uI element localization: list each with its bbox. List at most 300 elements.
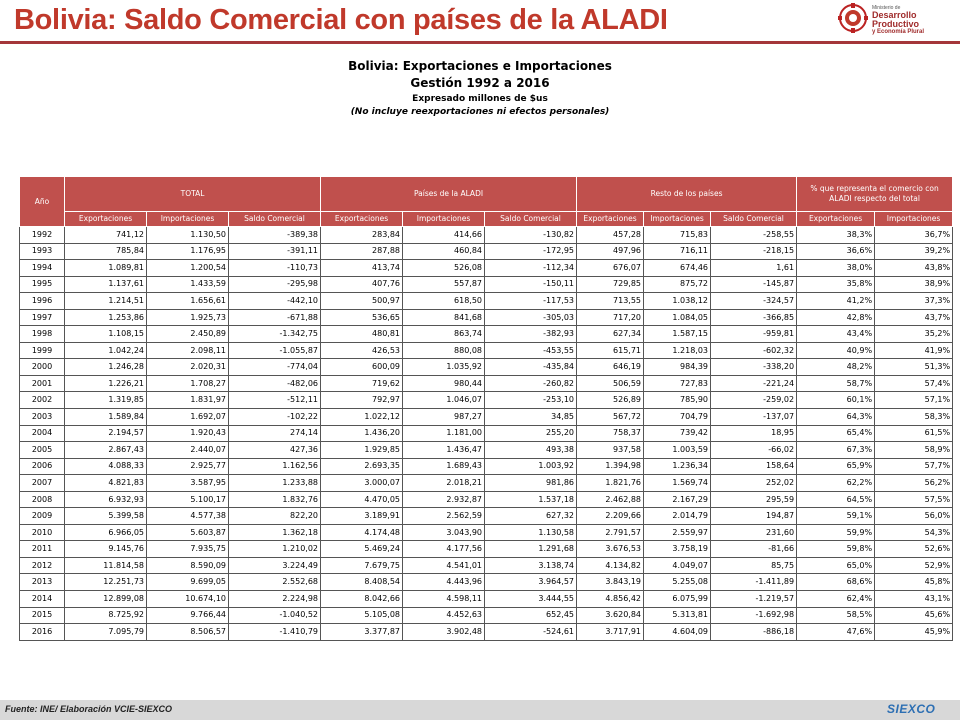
value-cell: 1.108,15 [65,326,147,343]
value-cell: 3.138,74 [485,557,577,574]
value-cell: 2.562,59 [403,508,485,525]
value-cell: 18,95 [711,425,797,442]
table-row [20,442,953,459]
slide-title: Bolivia: Saldo Comercial con países de la ALADI [14,4,668,36]
value-cell: 8.590,09 [147,557,229,574]
value-cell: 739,42 [644,425,711,442]
value-cell: 1.920,43 [147,425,229,442]
table-row [20,359,953,376]
value-cell: 426,53 [321,342,403,359]
value-cell: 56,2% [875,475,953,492]
value-cell: 1.089,81 [65,260,147,277]
footer-source: Fuente: INE/ Elaboración VCIE-SIEXCO [5,704,173,714]
value-cell: -102,22 [229,409,321,426]
value-cell: 713,55 [577,293,644,310]
value-cell: 1.130,50 [147,227,229,244]
group-header-rest: Resto de los países [577,177,797,212]
value-cell: 1.569,74 [644,475,711,492]
table-row [20,607,953,624]
group-header-aladi: Países de la ALADI [321,177,577,212]
value-cell: 1.832,76 [229,491,321,508]
value-cell: 252,02 [711,475,797,492]
value-cell: 1.003,92 [485,458,577,475]
value-cell: 4.174,48 [321,524,403,541]
value-cell: 45,6% [875,607,953,624]
value-cell: 12.251,73 [65,574,147,591]
value-cell: 717,20 [577,309,644,326]
value-cell: 158,64 [711,458,797,475]
value-cell: 704,79 [644,409,711,426]
value-cell: 460,84 [403,243,485,260]
value-cell: 2.020,31 [147,359,229,376]
sub-header: Exportaciones [65,212,147,227]
value-cell: 58,3% [875,409,953,426]
year-cell: 2001 [20,375,65,392]
sub-header: Saldo Comercial [229,212,321,227]
value-cell: 875,72 [644,276,711,293]
value-cell: -1.410,79 [229,624,321,641]
value-cell: 500,97 [321,293,403,310]
value-cell: 3.843,19 [577,574,644,591]
value-cell: 567,72 [577,409,644,426]
value-cell: -1.411,89 [711,574,797,591]
value-cell: -218,15 [711,243,797,260]
value-cell: 41,9% [875,342,953,359]
value-cell: 3.224,49 [229,557,321,574]
value-cell: 719,62 [321,375,403,392]
value-cell: -1.219,57 [711,591,797,608]
value-cell: 2.440,07 [147,442,229,459]
year-cell: 1995 [20,276,65,293]
value-cell: 11.814,58 [65,557,147,574]
value-cell: 741,12 [65,227,147,244]
value-cell: 987,27 [403,409,485,426]
ministry-emblem-icon [838,2,868,36]
value-cell: 1.656,61 [147,293,229,310]
value-cell: 58,9% [875,442,953,459]
value-cell: 34,85 [485,409,577,426]
value-cell: 1.226,21 [65,375,147,392]
value-cell: 36,7% [875,227,953,244]
value-cell: 1.589,84 [65,409,147,426]
value-cell: 38,9% [875,276,953,293]
sub-header: Saldo Comercial [485,212,577,227]
value-cell: 3.587,95 [147,475,229,492]
value-cell: 9.766,44 [147,607,229,624]
value-cell: 497,96 [577,243,644,260]
value-cell: -602,32 [711,342,797,359]
value-cell: 3.964,57 [485,574,577,591]
year-cell: 2005 [20,442,65,459]
value-cell: 10.674,10 [147,591,229,608]
table-row [20,260,953,277]
value-cell: 1.692,07 [147,409,229,426]
value-cell: 8.725,92 [65,607,147,624]
value-cell: 4.177,56 [403,541,485,558]
value-cell: 283,84 [321,227,403,244]
heading-line2: Gestión 1992 a 2016 [410,76,550,90]
value-cell: 68,6% [797,574,875,591]
value-cell: -66,02 [711,442,797,459]
value-cell: 2.791,57 [577,524,644,541]
value-cell: 45,9% [875,624,953,641]
value-cell: 4.134,82 [577,557,644,574]
table-heading [0,58,960,118]
value-cell: 4.541,01 [403,557,485,574]
value-cell: 2.224,98 [229,591,321,608]
year-cell: 2002 [20,392,65,409]
value-cell: 1.436,47 [403,442,485,459]
value-cell: 5.469,24 [321,541,403,558]
value-cell: 1.246,28 [65,359,147,376]
year-cell: 1993 [20,243,65,260]
value-cell: 9.699,05 [147,574,229,591]
value-cell: -391,11 [229,243,321,260]
value-cell: 1.537,18 [485,491,577,508]
value-cell: 758,37 [577,425,644,442]
value-cell: 2.018,21 [403,475,485,492]
value-cell: 287,88 [321,243,403,260]
value-cell: 5.399,58 [65,508,147,525]
value-cell: 427,36 [229,442,321,459]
value-cell: 2.462,88 [577,491,644,508]
value-cell: 981,86 [485,475,577,492]
value-cell: 627,32 [485,508,577,525]
sub-header: Importaciones [644,212,711,227]
value-cell: 36,6% [797,243,875,260]
year-cell: 2003 [20,409,65,426]
value-cell: 255,20 [485,425,577,442]
value-cell: -382,93 [485,326,577,343]
table-row [20,243,953,260]
value-cell: 51,3% [875,359,953,376]
value-cell: 3.717,91 [577,624,644,641]
value-cell: 5.255,08 [644,574,711,591]
table-row [20,541,953,558]
table-row [20,293,953,310]
value-cell: 65,0% [797,557,875,574]
value-cell: 1.084,05 [644,309,711,326]
trade-table [19,176,953,641]
value-cell: -81,66 [711,541,797,558]
value-cell: 59,8% [797,541,875,558]
value-cell: 1.433,59 [147,276,229,293]
value-cell: 600,09 [321,359,403,376]
value-cell: 1.130,58 [485,524,577,541]
sub-header: Exportaciones [797,212,875,227]
value-cell: 937,58 [577,442,644,459]
value-cell: -959,81 [711,326,797,343]
year-cell: 2016 [20,624,65,641]
value-cell: 65,4% [797,425,875,442]
value-cell: 676,07 [577,260,644,277]
value-cell: 2.194,57 [65,425,147,442]
group-header-total: TOTAL [65,177,321,212]
value-cell: 295,59 [711,491,797,508]
value-cell: 3.620,84 [577,607,644,624]
value-cell: 729,85 [577,276,644,293]
heading-line4: (No incluye reexportaciones ni efectos personales) [350,107,610,117]
value-cell: 57,5% [875,491,953,508]
heading-line3: Expresado millones de $us [412,94,548,104]
value-cell: 64,3% [797,409,875,426]
value-cell: 1.689,43 [403,458,485,475]
value-cell: 5.100,17 [147,491,229,508]
value-cell: 61,5% [875,425,953,442]
value-cell: -150,11 [485,276,577,293]
table-row [20,508,953,525]
value-cell: 1.436,20 [321,425,403,442]
value-cell: 557,87 [403,276,485,293]
value-cell: 57,7% [875,458,953,475]
sub-header: Importaciones [147,212,229,227]
value-cell: 6.966,05 [65,524,147,541]
year-cell: 1992 [20,227,65,244]
value-cell: -1.040,52 [229,607,321,624]
logo-text [872,5,956,36]
value-cell: 45,8% [875,574,953,591]
year-cell: 2014 [20,591,65,608]
value-cell: 6.075,99 [644,591,711,608]
value-cell: 1.042,24 [65,342,147,359]
value-cell: 62,4% [797,591,875,608]
value-cell: 4.598,11 [403,591,485,608]
year-cell: 1996 [20,293,65,310]
header-row-groups [20,177,953,212]
table-body [20,227,953,641]
value-cell: 85,75 [711,557,797,574]
value-cell: 4.452,63 [403,607,485,624]
value-cell: 3.377,87 [321,624,403,641]
value-cell: 5.313,81 [644,607,711,624]
table-row [20,375,953,392]
value-cell: 59,1% [797,508,875,525]
value-cell: 1.200,54 [147,260,229,277]
value-cell: 2.209,66 [577,508,644,525]
value-cell: 9.145,76 [65,541,147,558]
value-cell: -110,73 [229,260,321,277]
value-cell: 1.233,88 [229,475,321,492]
value-cell: 2.552,68 [229,574,321,591]
year-cell: 2015 [20,607,65,624]
value-cell: -305,03 [485,309,577,326]
value-cell: -117,53 [485,293,577,310]
value-cell: 2.925,77 [147,458,229,475]
value-cell: -435,84 [485,359,577,376]
year-cell: 2011 [20,541,65,558]
value-cell: 3.189,91 [321,508,403,525]
value-cell: 984,39 [644,359,711,376]
value-cell: 2.693,35 [321,458,403,475]
sub-header: Exportaciones [321,212,403,227]
year-cell: 2010 [20,524,65,541]
year-cell: 1998 [20,326,65,343]
value-cell: 1.137,61 [65,276,147,293]
value-cell: 627,34 [577,326,644,343]
year-cell: 2012 [20,557,65,574]
logo-line1: Ministerio de [872,5,901,11]
value-cell: 3.444,55 [485,591,577,608]
value-cell: 4.604,09 [644,624,711,641]
value-cell: -389,38 [229,227,321,244]
value-cell: 1.214,51 [65,293,147,310]
value-cell: -512,11 [229,392,321,409]
value-cell: 841,68 [403,309,485,326]
value-cell: 1.003,59 [644,442,711,459]
value-cell: 59,9% [797,524,875,541]
year-cell: 2013 [20,574,65,591]
value-cell: 58,5% [797,607,875,624]
value-cell: 39,2% [875,243,953,260]
value-cell: 457,28 [577,227,644,244]
value-cell: 43,4% [797,326,875,343]
value-cell: 6.932,93 [65,491,147,508]
value-cell: 43,7% [875,309,953,326]
sub-header: Importaciones [403,212,485,227]
col-year-header: Año [20,177,65,227]
value-cell: 37,3% [875,293,953,310]
value-cell: -130,82 [485,227,577,244]
table-row [20,425,953,442]
value-cell: 4.577,38 [147,508,229,525]
value-cell: -145,87 [711,276,797,293]
value-cell: 7.679,75 [321,557,403,574]
year-cell: 2007 [20,475,65,492]
value-cell: 1.038,12 [644,293,711,310]
sub-header: Importaciones [875,212,953,227]
value-cell: 3.758,19 [644,541,711,558]
value-cell: -324,57 [711,293,797,310]
value-cell: 2.098,11 [147,342,229,359]
value-cell: 1.929,85 [321,442,403,459]
value-cell: 67,3% [797,442,875,459]
value-cell: 652,45 [485,607,577,624]
table-row [20,458,953,475]
value-cell: -338,20 [711,359,797,376]
value-cell: -295,98 [229,276,321,293]
value-cell: 3.902,48 [403,624,485,641]
value-cell: -453,55 [485,342,577,359]
value-cell: 792,97 [321,392,403,409]
value-cell: 40,9% [797,342,875,359]
value-cell: 413,74 [321,260,403,277]
value-cell: 47,6% [797,624,875,641]
value-cell: 64,5% [797,491,875,508]
value-cell: 57,4% [875,375,953,392]
group-header-percent: % que representa el comercio con ALADI respecto del total [797,177,953,212]
value-cell: 38,3% [797,227,875,244]
table-row [20,342,953,359]
value-cell: 4.049,07 [644,557,711,574]
year-cell: 2009 [20,508,65,525]
value-cell: 57,1% [875,392,953,409]
value-cell: 526,08 [403,260,485,277]
value-cell: 8.042,66 [321,591,403,608]
value-cell: 4.088,33 [65,458,147,475]
value-cell: -524,61 [485,624,577,641]
value-cell: 863,74 [403,326,485,343]
value-cell: 274,14 [229,425,321,442]
year-cell: 2006 [20,458,65,475]
value-cell: 822,20 [229,508,321,525]
value-cell: 52,6% [875,541,953,558]
value-cell: 5.105,08 [321,607,403,624]
value-cell: 8.408,54 [321,574,403,591]
value-cell: 54,3% [875,524,953,541]
table-row [20,591,953,608]
value-cell: -1.692,98 [711,607,797,624]
value-cell: 4.443,96 [403,574,485,591]
year-cell: 2000 [20,359,65,376]
value-cell: 62,2% [797,475,875,492]
table-row [20,557,953,574]
value-cell: 35,8% [797,276,875,293]
value-cell: 1.831,97 [147,392,229,409]
value-cell: 2.559,97 [644,524,711,541]
value-cell: 536,65 [321,309,403,326]
value-cell: 618,50 [403,293,485,310]
value-cell: 646,19 [577,359,644,376]
value-cell: 1.253,86 [65,309,147,326]
value-cell: 3.676,53 [577,541,644,558]
value-cell: -260,82 [485,375,577,392]
year-cell: 2004 [20,425,65,442]
year-cell: 1997 [20,309,65,326]
value-cell: 231,60 [711,524,797,541]
value-cell: 48,2% [797,359,875,376]
value-cell: 1.708,27 [147,375,229,392]
value-cell: 60,1% [797,392,875,409]
value-cell: 3.043,90 [403,524,485,541]
value-cell: 716,11 [644,243,711,260]
table-row [20,227,953,244]
value-cell: 1.181,00 [403,425,485,442]
value-cell: 12.899,08 [65,591,147,608]
footer-bar [0,700,960,720]
value-cell: 4.821,83 [65,475,147,492]
value-cell: 1.362,18 [229,524,321,541]
value-cell: 65,9% [797,458,875,475]
value-cell: 1.394,98 [577,458,644,475]
value-cell: 5.603,87 [147,524,229,541]
table-row [20,276,953,293]
title-divider [0,41,960,44]
siexco-logo: SIEXCO [887,702,936,716]
value-cell: 58,7% [797,375,875,392]
value-cell: 785,90 [644,392,711,409]
table-row [20,524,953,541]
value-cell: 1.236,34 [644,458,711,475]
table-row [20,326,953,343]
value-cell: 526,89 [577,392,644,409]
value-cell: 615,71 [577,342,644,359]
value-cell: 2.014,79 [644,508,711,525]
value-cell: 38,0% [797,260,875,277]
value-cell: -259,02 [711,392,797,409]
value-cell: 785,84 [65,243,147,260]
value-cell: -258,55 [711,227,797,244]
value-cell: 980,44 [403,375,485,392]
value-cell: 56,0% [875,508,953,525]
value-cell: 1.319,85 [65,392,147,409]
value-cell: 1.046,07 [403,392,485,409]
year-cell: 1999 [20,342,65,359]
value-cell: 3.000,07 [321,475,403,492]
table-row [20,491,953,508]
value-cell: 42,8% [797,309,875,326]
value-cell: -172,95 [485,243,577,260]
value-cell: 414,66 [403,227,485,244]
